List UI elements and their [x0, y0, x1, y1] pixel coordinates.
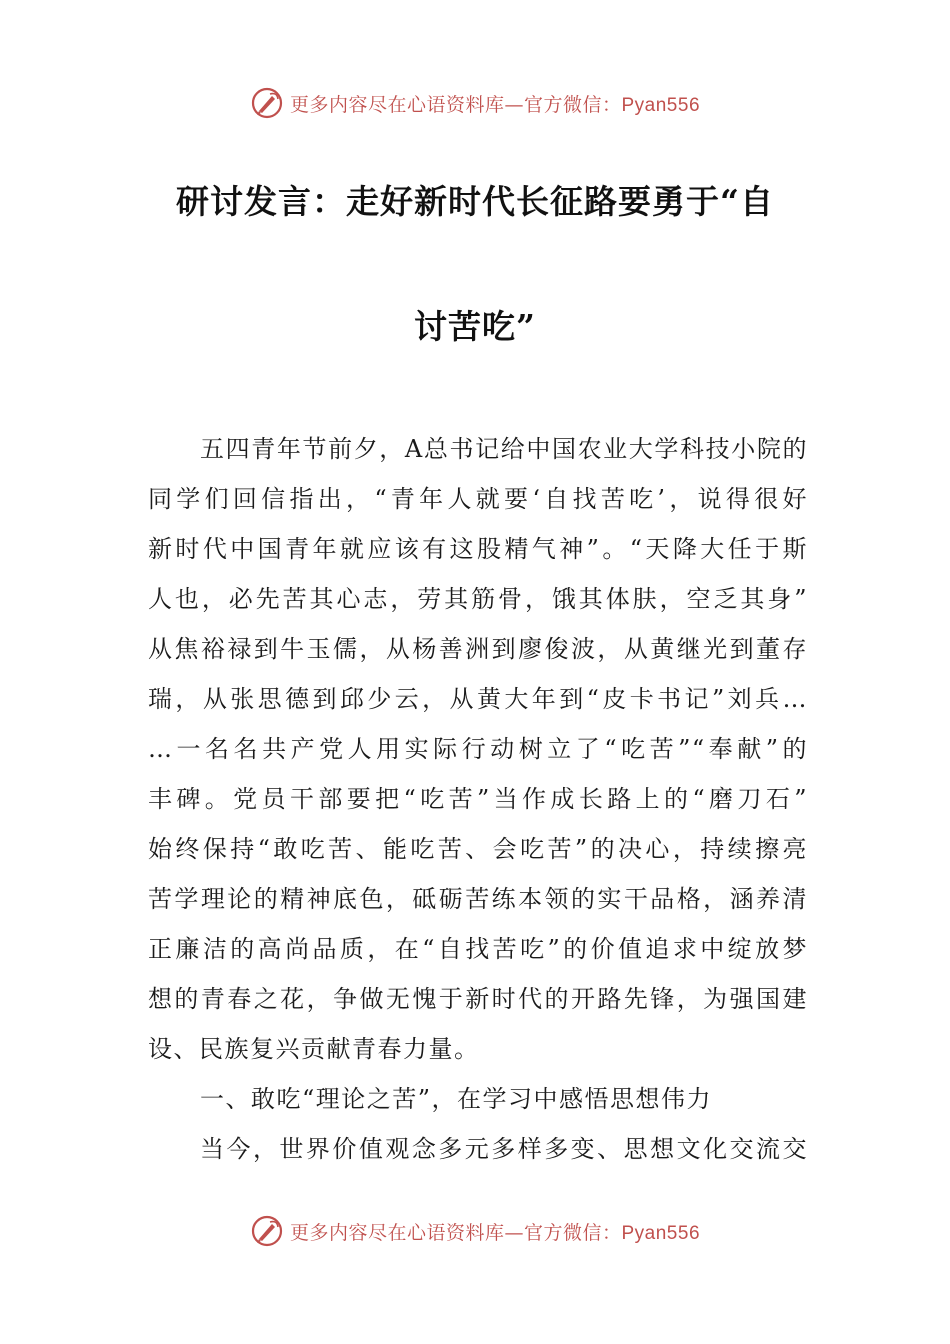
watermark-wechat-id: Pyan556	[621, 94, 701, 116]
document-title-line-1: 研讨发言：走好新时代长征路要勇于“自	[176, 182, 774, 221]
paragraph-line: 始终保持“敢吃苦、能吃苦、会吃苦”的决心，持续擦亮	[148, 835, 808, 863]
paragraph-line: 瑞，从张思德到邱少云，从黄大年到“皮卡书记”刘兵…	[148, 685, 808, 713]
section-heading-1	[148, 1074, 808, 1124]
watermark-footer	[0, 1211, 950, 1251]
document-title-line-2: 讨苦吃”	[414, 307, 536, 346]
paragraph-line: 当今，世界价值观念多元多样多变、思想文化交流交	[200, 1135, 808, 1163]
paragraph-line: 正廉洁的高尚品质，在“自找苦吃”的价值追求中绽放梦	[148, 935, 808, 963]
section-heading-text: 一、敢吃“理论之苦”，在学习中感悟思想伟力	[200, 1085, 713, 1113]
pen-logo-icon	[250, 1214, 284, 1248]
paragraph-line: 苦学理论的精神底色，砥砺苦练本领的实干品格，涵养清	[148, 885, 808, 913]
watermark-header	[0, 83, 950, 123]
watermark-prefix: 更多内容尽在心语资料库—官方微信：	[289, 93, 622, 116]
paragraph-line: 丰碑。党员干部要把“吃苦”当作成长路上的“磨刀石”	[148, 785, 808, 813]
watermark-text	[290, 90, 700, 117]
watermark-text	[290, 1218, 700, 1245]
paragraph-line: 人也，必先苦其心志，劳其筋骨，饿其体肤，空乏其身”	[148, 585, 808, 613]
paragraph-line: 想的青春之花，争做无愧于新时代的开路先锋，为强国建	[148, 985, 808, 1013]
watermark-wechat-id: Pyan556	[621, 1222, 701, 1244]
paragraph-line: 同学们回信指出，“青年人就要‘自找苦吃’，说得很好	[148, 485, 808, 513]
paragraph-line: 从焦裕禄到牛玉儒，从杨善洲到廖俊波，从黄继光到董存	[148, 635, 808, 663]
paragraph-line: …一名名共产党人用实际行动树立了“吃苦”“奉献”的	[148, 735, 808, 763]
paragraph-line: 新时代中国青年就应该有这股精气神”。“天降大任于斯	[148, 535, 808, 563]
paragraph-line: 设、民族复兴贡献青春力量。	[148, 1035, 480, 1063]
paragraph-intro	[148, 424, 808, 1074]
watermark-prefix: 更多内容尽在心语资料库—官方微信：	[289, 1221, 622, 1244]
paragraph-line: 五四青年节前夕，A总书记给中国农业大学科技小院的	[200, 435, 808, 463]
pen-logo-icon	[250, 86, 284, 120]
section-1-paragraph	[148, 1124, 808, 1174]
